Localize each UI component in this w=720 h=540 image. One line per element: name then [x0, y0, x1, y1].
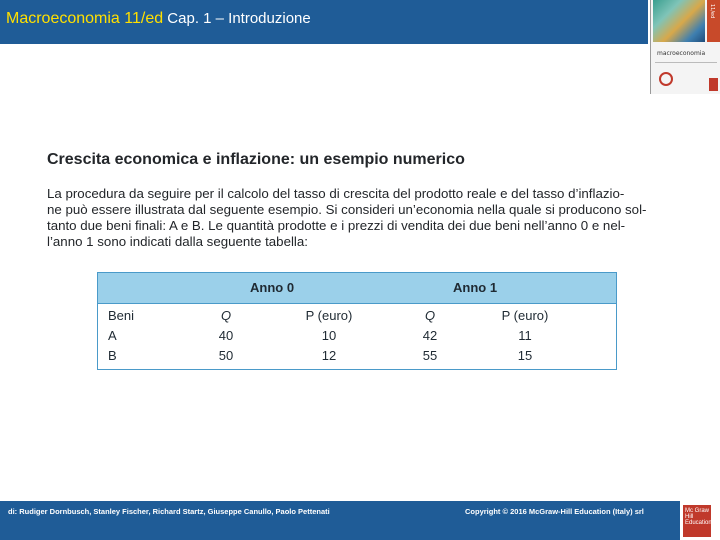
intro-line: La procedura da seguire per il calcolo del tasso di crescita del prodotto reale e del tasso d’inflazio-: [47, 186, 625, 201]
table-cell: 10: [321, 328, 337, 343]
footer-authors: di: Rudiger Dornbusch, Stanley Fischer, Richard Startz, Giuseppe Canullo, Paolo Pettenati: [8, 507, 330, 516]
table-cell: 42: [422, 328, 438, 343]
table-cell: 11: [518, 328, 532, 343]
table-cell: 40: [218, 328, 234, 343]
table-cell: 15: [517, 348, 533, 363]
book-title: Macroeconomia 11/ed: [6, 10, 164, 27]
publisher-logo-icon: [682, 504, 712, 538]
table-row: [98, 346, 616, 366]
column-header: P (euro): [305, 308, 353, 323]
cover-logo-icon: [659, 72, 673, 86]
table-cell: 12: [321, 348, 337, 363]
footer-copyright: Copyright © 2016 McGraw-Hill Education (Italy) srl: [465, 507, 644, 516]
intro-line: l’anno 1 sono indicati dalla seguente tabella:: [47, 234, 308, 249]
publisher-logo-text: Mc Graw Hill Education: [685, 508, 712, 526]
table-cell: B: [108, 348, 117, 363]
section-title: Crescita economica e inflazione: un esempio numerico: [47, 151, 465, 168]
table-column-headers: [98, 306, 616, 326]
goods-table: [97, 272, 617, 370]
cover-name: macroeconomia: [657, 50, 706, 57]
header-title: [6, 10, 311, 28]
cover-side-strip: [707, 0, 720, 42]
column-header: P (euro): [501, 308, 549, 323]
cover-art-image: [653, 0, 705, 42]
cover-side-text: 11/ed: [709, 4, 715, 19]
chapter-title: Cap. 1 – Introduzione: [167, 10, 311, 27]
intro-line: tanto due beni finali: A e B. Le quantità prodotte e i prezzi di vendita dei due beni nell’anno 0 e nel-: [47, 218, 626, 233]
table-header: [98, 273, 616, 304]
intro-paragraph: [47, 186, 679, 250]
column-header: Q: [424, 308, 436, 323]
column-header: Beni: [108, 308, 135, 323]
table-row: [98, 326, 616, 346]
table-cell: 55: [422, 348, 438, 363]
year-1-header: Anno 1: [453, 280, 498, 295]
book-cover-thumbnail: [650, 0, 720, 94]
table-cell: A: [108, 328, 117, 343]
intro-line: ne può essere illustrata dal seguente esempio. Si consideri un’economia nella quale si producono sol-: [47, 202, 647, 217]
cover-divider: [655, 62, 717, 63]
header-bar: [0, 0, 648, 44]
cover-publisher-mark-icon: [709, 78, 718, 91]
footer-bar: [0, 501, 680, 540]
column-header: Q: [220, 308, 232, 323]
year-0-header: Anno 0: [250, 280, 295, 295]
table-cell: 50: [218, 348, 234, 363]
